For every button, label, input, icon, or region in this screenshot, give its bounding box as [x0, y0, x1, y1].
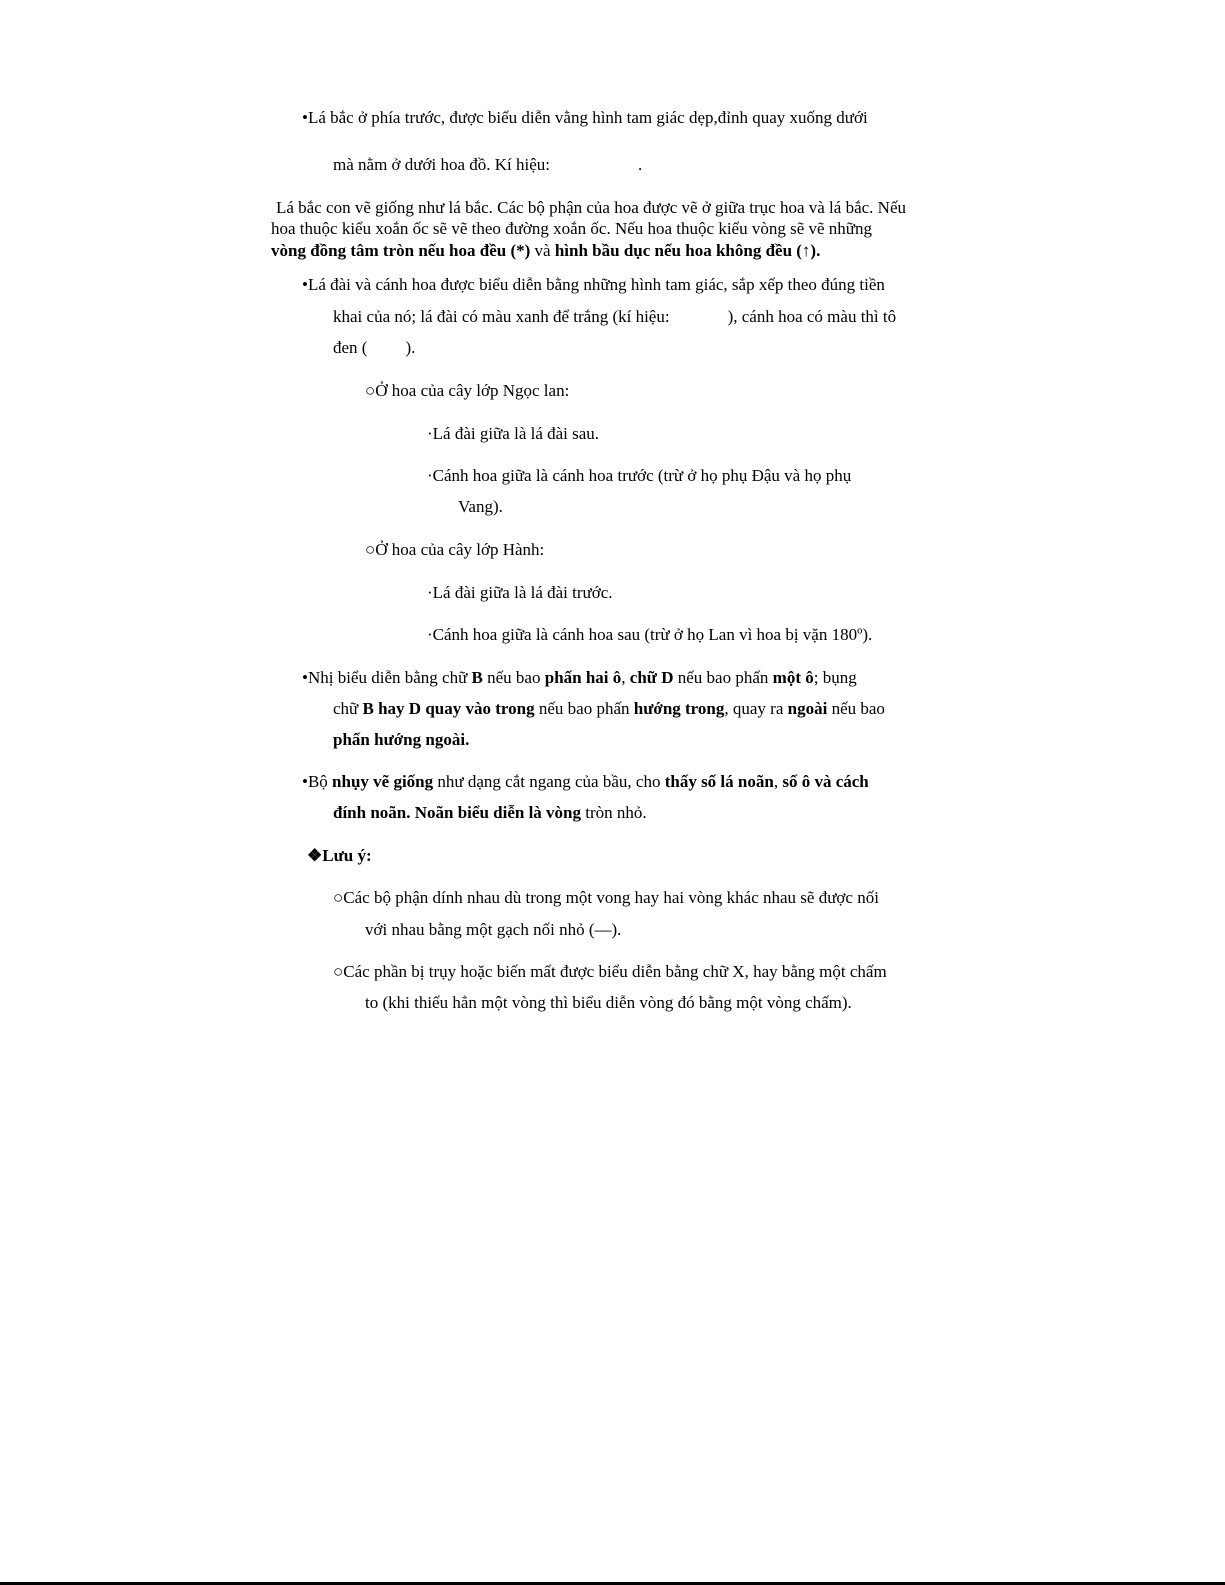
bract-line-2-end: . [638, 155, 643, 174]
lily-item-2: ·Cánh hoa giữa là cánh hoa sau (trừ ở họ Lan vì hoa bị vặn 180º). [427, 625, 873, 644]
sepal-line-3 [333, 338, 415, 358]
sepal-line-1: •Lá đài và cánh hoa được biểu diễn bằng những hình tam giác, sắp xếp theo đúng tiền [302, 275, 885, 294]
stamen-bold-2: phấn hai ô [544, 668, 622, 687]
pistil-l2-bold-1: đính noãn. Noãn biểu diễn là vòng [333, 803, 582, 822]
pistil-bold-1: nhụy vẽ giống [332, 772, 434, 791]
sepal-line-3b: ). [405, 338, 416, 357]
magnolia-item-2a: ·Cánh hoa giữa là cánh hoa trước (trừ ở họ phụ Đậu và họ phụ [427, 466, 852, 485]
stamen-bold-1: B [471, 668, 483, 687]
stamen-text-3: , [621, 668, 630, 687]
sepal-line-2b: ), cánh hoa có màu thì tô [727, 307, 897, 326]
bract-line-2 [333, 155, 642, 175]
note-title [307, 846, 372, 866]
stamen-bold-4: một ô [772, 668, 814, 687]
stamen-l2-text-3: , quay ra [724, 699, 788, 718]
note-title-text: ❖Lưu ý: [307, 846, 372, 865]
stamen-l2-bold-3: ngoài [787, 699, 828, 718]
stamen-bold-3: chữ D [629, 668, 674, 687]
lily-item-1: ·Lá đài giữa là lá đài trước. [427, 583, 613, 602]
pistil-text-2: như dạng cắt ngang của bầu, cho [433, 772, 665, 791]
stamen-text-4: nếu bao phấn [673, 668, 773, 687]
stamen-line-1 [302, 668, 857, 688]
stamen-l2-bold-1: B hay D quay vào trong [362, 699, 535, 718]
sepal-line-2 [333, 307, 896, 327]
note-item-2a: ○Các phần bị trụy hoặc biến mất được biểu diễn bằng chữ X, hay bằng một chấm [333, 962, 887, 981]
stamen-text-5: ; bụng [813, 668, 857, 687]
magnolia-item-2b: Vang). [458, 497, 503, 516]
note-item-2b: to (khi thiếu hẳn một vòng thì biểu diễn vòng đó bằng một vòng chấm). [365, 993, 852, 1012]
para-line-3-text: và [530, 241, 555, 260]
para-line-1: Lá bắc con vẽ giống như lá bắc. Các bộ phận của hoa được vẽ ở giữa trục hoa và lá bắc. Nếu [276, 198, 906, 217]
stamen-l2-text-4: nếu bao [827, 699, 885, 718]
pistil-text-1: •Bộ [302, 772, 333, 791]
sepal-line-3a: đen ( [333, 338, 368, 357]
stamen-l2-text-2: nếu bao phấn [534, 699, 634, 718]
stamen-line-3 [333, 730, 469, 750]
note-item-1a: ○Các bộ phận dính nhau dù trong một vong hay hai vòng khác nhau sẽ được nối [333, 888, 879, 907]
pistil-bold-2: thấy số lá noãn [664, 772, 774, 791]
stamen-l2-text-1: chữ [333, 699, 363, 718]
magnolia-title: ○Ở hoa của cây lớp Ngọc lan: [365, 381, 570, 400]
note-item-1b: với nhau bằng một gạch nối nhỏ (—). [365, 920, 622, 939]
magnolia-item-1: ·Lá đài giữa là lá đài sau. [427, 424, 600, 443]
lily-title: ○Ở hoa của cây lớp Hành: [365, 540, 545, 559]
stamen-l2-bold-2: hướng trong [633, 699, 725, 718]
stamen-text-1: •Nhị biểu diễn bằng chữ [302, 668, 472, 687]
stamen-line-2 [333, 699, 885, 719]
pistil-text-3: , [773, 772, 783, 791]
stamen-text-2: nếu bao [482, 668, 545, 687]
bract-line-2-text: mà nằm ở dưới hoa đồ. Kí hiệu: [333, 155, 550, 174]
pistil-line-1 [302, 772, 869, 792]
para-line-2: hoa thuộc kiểu xoắn ốc sẽ vẽ theo đường xoắn ốc. Nếu hoa thuộc kiểu vòng sẽ vẽ những [271, 219, 873, 238]
para-line-3 [271, 241, 820, 261]
sepal-line-2a: khai của nó; lá đài có màu xanh để trắng (kí hiệu: [333, 307, 670, 326]
bract-line-1: •Lá bắc ở phía trước, được biểu diễn vằng hình tam giác dẹp,đỉnh quay xuống dưới [302, 108, 868, 127]
para-line-3-bold-2: hình bầu dục nếu hoa không đều (↑). [554, 241, 821, 260]
pistil-l2-text-1: tròn nhỏ. [581, 803, 647, 822]
para-line-3-bold-1: vòng đồng tâm tròn nếu hoa đều (*) [271, 241, 531, 260]
pistil-bold-3: số ô và cách [782, 772, 869, 791]
stamen-l3-bold-1: phấn hướng ngoài. [333, 730, 470, 749]
pistil-line-2 [333, 803, 647, 823]
